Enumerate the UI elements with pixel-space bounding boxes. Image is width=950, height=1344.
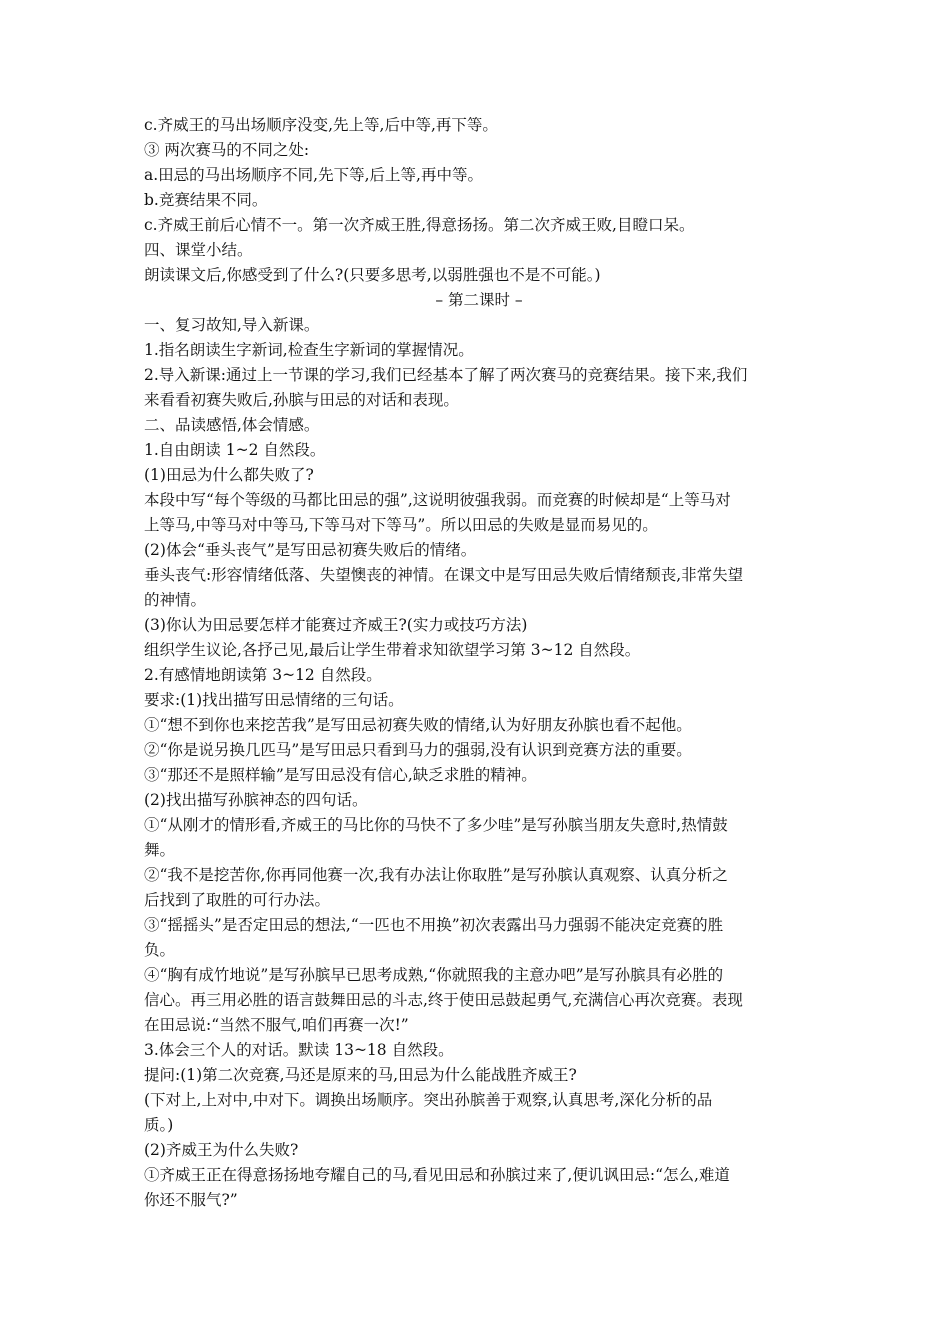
- text-line: (下对上,上对中,中对下。调换出场顺序。突出孙膑善于观察,认真思考,深化分析的品: [144, 1091, 713, 1109]
- text-line: 负。: [144, 941, 176, 959]
- text-line: 舞。: [144, 841, 176, 859]
- text-line: 来看看初赛失败后,孙膑与田忌的对话和表现。: [144, 391, 459, 409]
- text-line: 组织学生议论,各抒己见,最后让学生带着求知欲望学习第 3~12 自然段。: [144, 641, 641, 659]
- text-line: ①“从刚才的情形看,齐威王的马比你的马快不了多少哇”是写孙膑当朋友失意时,热情鼓: [144, 816, 728, 834]
- text-line: (2)齐威王为什么失败?: [144, 1141, 299, 1159]
- text-line: 1.指名朗读生字新词,检查生字新词的掌握情况。: [144, 341, 474, 359]
- text-line: 你还不服气?”: [144, 1191, 238, 1209]
- text-line: 要求:(1)找出描写田忌情绪的三句话。: [144, 691, 404, 709]
- text-line: 质。): [144, 1116, 174, 1134]
- text-line: (2)体会“垂头丧气”是写田忌初赛失败后的情绪。: [144, 541, 477, 559]
- text-line: b.竞赛结果不同。: [144, 191, 268, 209]
- document-page: [144, 113, 814, 1213]
- text-line: 3.体会三个人的对话。默读 13~18 自然段。: [144, 1041, 454, 1059]
- text-line: ②“我不是挖苦你,你再同他赛一次,我有办法让你取胜”是写孙膑认真观察、认真分析之: [144, 866, 728, 884]
- text-line: 1.自由朗读 1~2 自然段。: [144, 441, 326, 459]
- text-line: ①齐威王正在得意扬扬地夸耀自己的马,看见田忌和孙膑过来了,便讥讽田忌:“怎么,难道: [144, 1166, 730, 1184]
- text-line: a.田忌的马出场顺序不同,先下等,后上等,再中等。: [144, 166, 483, 184]
- text-line: 朗读课文后,你感受到了什么?(只要多思考,以弱胜强也不是不可能。): [144, 266, 601, 284]
- text-line: ④“胸有成竹地说”是写孙膑早已思考成熟,“你就照我的主意办吧”是写孙膑具有必胜的: [144, 966, 724, 984]
- text-line: 垂头丧气:形容情绪低落、失望懊丧的神情。在课文中是写田忌失败后情绪颓丧,非常失望: [144, 566, 744, 584]
- text-line: (2)找出描写孙膑神态的四句话。: [144, 791, 368, 809]
- text-line: 2.有感情地朗读第 3~12 自然段。: [144, 666, 382, 684]
- text-line: 的神情。: [144, 591, 207, 609]
- text-line: 提问:(1)第二次竞赛,马还是原来的马,田忌为什么能战胜齐威王?: [144, 1066, 577, 1084]
- text-line: ①“想不到你也来挖苦我”是写田忌初赛失败的情绪,认为好朋友孙膑也看不起他。: [144, 716, 692, 734]
- text-line: 在田忌说:“当然不服气,咱们再赛一次!”: [144, 1016, 409, 1034]
- section-heading: 一、复习故知,导入新课。: [144, 316, 320, 334]
- section-heading: 四、课堂小结。: [144, 241, 253, 259]
- text-line: (1)田忌为什么都失败了?: [144, 466, 314, 484]
- lesson-title: – 第二课时 –: [435, 291, 523, 309]
- text-line: 上等马,中等马对中等马,下等马对下等马”。所以田忌的失败是显而易见的。: [144, 516, 658, 534]
- text-line: (3)你认为田忌要怎样才能赛过齐威王?(实力或技巧方法): [144, 616, 528, 634]
- text-line: ②“你是说另换几匹马”是写田忌只看到马力的强弱,没有认识到竞赛方法的重要。: [144, 741, 692, 759]
- section-heading: 二、品读感悟,体会情感。: [144, 416, 320, 434]
- text-line: ③ 两次赛马的不同之处:: [144, 141, 310, 159]
- text-line: c.齐威王前后心情不一。第一次齐威王胜,得意扬扬。第二次齐威王败,目瞪口呆。: [144, 216, 695, 234]
- text-line: ③“那还不是照样输”是写田忌没有信心,缺乏求胜的精神。: [144, 766, 537, 784]
- text-line: 后找到了取胜的可行办法。: [144, 891, 331, 909]
- text-line: ③“摇摇头”是否定田忌的想法,“一匹也不用换”初次表露出马力强弱不能决定竞赛的胜: [144, 916, 724, 934]
- text-line: 信心。再三用必胜的语言鼓舞田忌的斗志,终于使田忌鼓起勇气,充满信心再次竞赛。表现: [144, 991, 743, 1009]
- text-line: c.齐威王的马出场顺序没变,先上等,后中等,再下等。: [144, 116, 498, 134]
- text-line: 2.导入新课:通过上一节课的学习,我们已经基本了解了两次赛马的竞赛结果。接下来,我们: [144, 366, 748, 384]
- text-line: 本段中写“每个等级的马都比田忌的强”,这说明彼强我弱。而竞赛的时候却是“上等马对: [144, 491, 731, 509]
